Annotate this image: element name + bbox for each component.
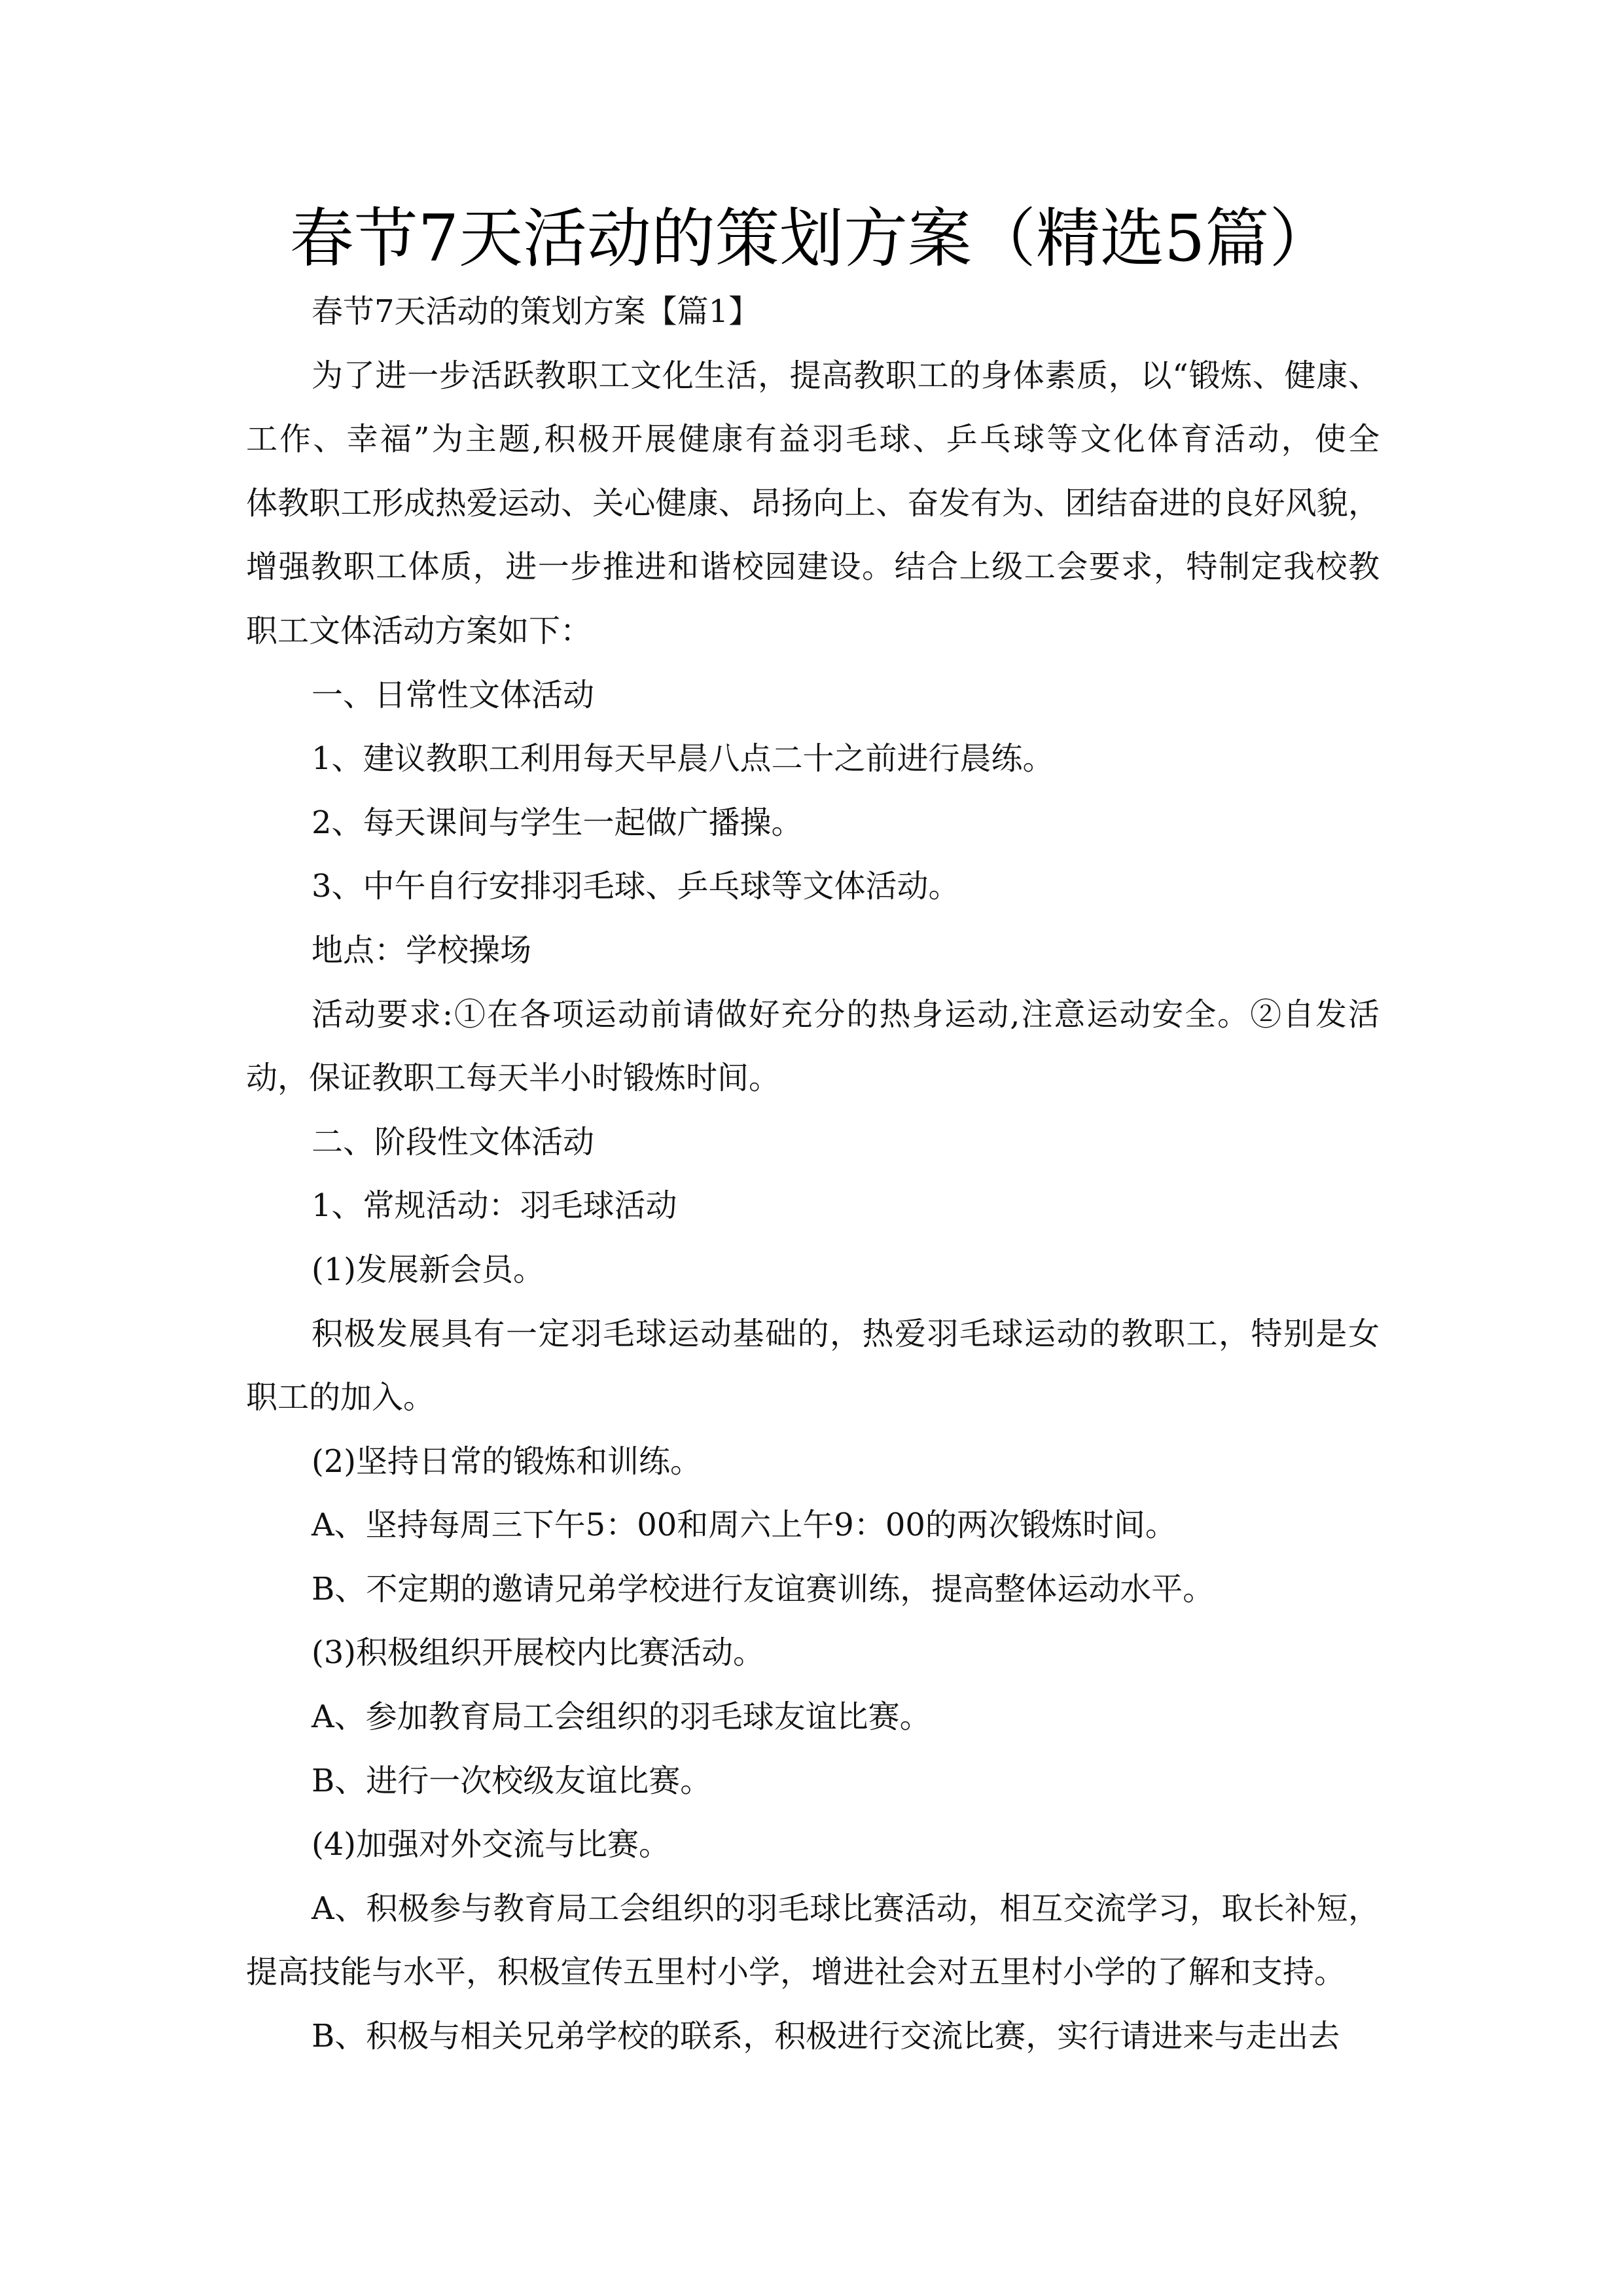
paragraph-line: 动，保证教职工每天半小时锻炼时间。 [246,1060,781,1097]
section-heading: 春节7天活动的策划方案【篇1】 [312,293,760,330]
paragraph-line: 活动要求:①在各项运动前请做好充分的热身运动,注意运动安全。②自发活 [312,996,1380,1033]
paragraph-line: 地点：学校操场 [312,931,532,969]
paragraph-line: 体教职工形成热爱运动、关心健康、昂扬向上、奋发有为、团结奋进的良好风貌， [246,484,1380,522]
paragraph-line: (1)发展新会员。 [312,1251,544,1288]
paragraph-line: 3、中午自行安排羽毛球、乒乓球等文体活动。 [312,868,960,905]
paragraph-line: 增强教职工体质，进一步推进和谐校园建设。结合上级工会要求，特制定我校教 [246,548,1380,586]
paragraph-line: 职工的加入。 [246,1379,435,1416]
paragraph-line: 二、阶段性文体活动 [312,1123,595,1160]
paragraph-line: 2、每天课间与学生一起做广播操。 [312,804,803,841]
paragraph-line: 职工文体活动方案如下： [246,612,592,649]
paragraph-line: 积极发展具有一定羽毛球运动基础的，热爱羽毛球运动的教职工，特别是女 [312,1315,1380,1352]
paragraph-line: 1、常规活动：羽毛球活动 [312,1187,677,1225]
paragraph-line: 一、日常性文体活动 [312,676,595,713]
paragraph-line: B、积极与相关兄弟学校的联系，积极进行交流比赛，实行请进来与走出去 [312,2018,1340,2055]
paragraph-line: (3)积极组织开展校内比赛活动。 [312,1634,764,1672]
document-body [246,280,1380,2069]
paragraph-line: 为了进一步活跃教职工文化生活，提高教职工的身体素质，以“锻炼、健康、 [312,357,1380,394]
paragraph-line: B、进行一次校级友谊比赛。 [312,1762,712,1799]
paragraph-line: (2)坚持日常的锻炼和训练。 [312,1443,702,1480]
paragraph-line: A、参加教育局工会组织的羽毛球友谊比赛。 [312,1698,931,1736]
paragraph-line: (4)加强对外交流与比赛。 [312,1826,670,1863]
paragraph-line: 工作、幸福”为主题,积极开展健康有益羽毛球、乒乓球等文化体育活动，使全 [246,421,1380,458]
document-title: 春节7天活动的策划方案（精选5篇） [289,202,1334,276]
paragraph-line: A、坚持每周三下午5：00和周六上午9：00的两次锻炼时间。 [312,1507,1177,1544]
paragraph-line: 1、建议教职工利用每天早晨八点二十之前进行晨练。 [312,740,1054,778]
paragraph-line: A、积极参与教育局工会组织的羽毛球比赛活动，相互交流学习，取长补短， [312,1890,1380,1927]
paragraph-line: B、不定期的邀请兄弟学校进行友谊赛训练，提高整体运动水平。 [312,1570,1215,1607]
paragraph-line: 提高技能与水平，积极宣传五里村小学，增进社会对五里村小学的了解和支持。 [246,1954,1346,1991]
